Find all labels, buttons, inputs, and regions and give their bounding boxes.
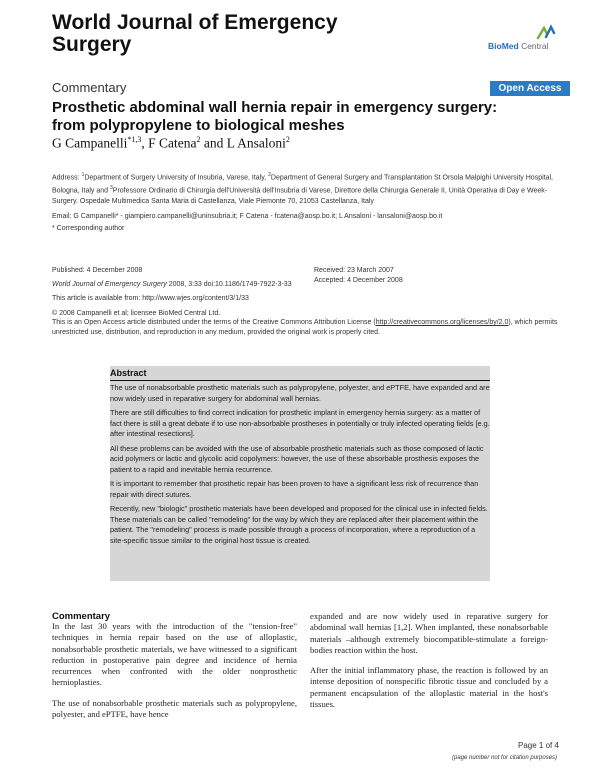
- article-title-line2: from polypropylene to biological meshes: [52, 116, 345, 134]
- copyright-notice: © 2008 Campanelli et al; licensee BioMed Central Ltd.: [52, 310, 221, 317]
- publisher-central: Central: [518, 41, 549, 51]
- body-paragraph: expanded and are now widely used in reparative surgery for abdominal wall hernias [1,2]. When implanted, these nonabsorbable materials –although extremely biocompatible-stimulate a foreign-bodies reaction within the host.: [310, 611, 548, 655]
- author-name[interactable]: G Campanelli: [52, 135, 128, 151]
- author-affiliation: *1,3: [127, 135, 142, 144]
- body-paragraph: After the initial inflammatory phase, the reaction is followed by an intense deposition of nonspecific fibrotic tissue and concluded by a permanent encapsulation of the alloplastic material in the host's tissues.: [310, 665, 548, 710]
- publisher-name: [488, 41, 548, 51]
- body-column-right: [310, 611, 548, 719]
- author-emails[interactable]: Email: G Campanelli* - giampiero.campanelli@uninsubria.it; F Catena - fcatena@aosp.bo.it; L Ansaloni - lansaloni@aosp.bo.it: [52, 213, 443, 220]
- page-number-note: (page number not for citation purposes): [452, 755, 558, 761]
- affiliation-marker: 3: [110, 185, 113, 192]
- citation-doi[interactable]: 2008, 3:33 doi:10.1186/1749-7922-3-33: [166, 281, 292, 288]
- author-affiliation: 2: [285, 135, 290, 144]
- affiliation-text: Department of Surgery University of Insubria, Varese, Italy,: [84, 174, 269, 182]
- abstract-paragraph: All these problems can be avoided with the use of absorbable prosthetic materials such as those composed of lactic acid polymers or lactic and glycolic acid copolymers: however, the use of these absorbable prosthesis exposes the patient to a rapid and inevitable hernia recurrence.: [110, 443, 484, 474]
- affiliations: [52, 170, 572, 207]
- journal-title-line1: World Journal of Emergency: [52, 11, 338, 34]
- body-column-left: [52, 621, 297, 729]
- address-label: Address:: [52, 174, 82, 182]
- article-type: Commentary: [52, 80, 127, 95]
- corresponding-author-note: * Corresponding author: [52, 225, 125, 232]
- body-paragraph: The use of nonabsorbable prosthetic materials such as polypropylene, polyester, and ePTFE, have hence: [52, 697, 297, 720]
- author-separator: ,: [141, 135, 149, 151]
- affiliation-text: Professore Ordinario di Chirurgia dell'Università dell'Insubria di Varese, Direttore della Chirurgia Generale II, Unità Operativa di Day e Week-Surgery. Ospedale Multimedica Santa Maria di Castellanza, Viale Piemonte 70, 21053 Castellanza, Italy: [52, 187, 548, 205]
- body-paragraph: In the last 30 years with the introduction of the "tension-free" techniques in hernia repair based on the use of alloplastic, nonabsorbable prosthetic materials, we have witnessed to a significant reduction in postoperative pain degree and incidence of hernia recurrences when confronted with the older nonprosthetic hernioplasties.: [52, 621, 297, 688]
- article-url[interactable]: This article is available from: http://www.wjes.org/content/3/1/33: [52, 295, 249, 302]
- biomed-central-logo-icon: [536, 24, 556, 40]
- published-date: Published: 4 December 2008: [52, 267, 143, 274]
- abstract-paragraph: It is important to remember that prosthetic repair has been proven to have a significant less risk of recurrence than repair with direct sutures.: [110, 479, 479, 499]
- author-name[interactable]: F Catena: [148, 135, 197, 151]
- abstract-paragraph: The use of nonabsorbable prosthetic materials such as polypropylene, polyester, and ePTFE, have expanded and are now widely used in reparative surgery for abdominal wall hernias.: [110, 383, 490, 403]
- publisher-bio: Bio: [488, 41, 502, 51]
- affiliation-marker: 2: [268, 172, 271, 178]
- license-link[interactable]: http://creativecommons.org/licenses/by/2.0: [375, 319, 509, 326]
- journal-title: [52, 12, 382, 56]
- license-text: ), which permits unrestricted use, distribution, and reproduction in any medium, provided the original work is properly cited.: [52, 319, 558, 336]
- license-notice: [52, 318, 572, 338]
- author-name[interactable]: L Ansaloni: [226, 135, 286, 151]
- affiliation-marker: 1: [81, 172, 85, 178]
- article-title: [52, 99, 572, 134]
- section-heading: Commentary: [52, 611, 111, 622]
- affiliation-text: Department of General Surgery and Transplantation St Orsola Malpighi University Hospital, Bologna, Italy and: [52, 174, 553, 195]
- abstract-paragraph: There are still difficulties to find correct indication for prosthetic implant in emergency hernia surgery: as a matter of fact there is still a great debate if to use non-absorbable prostheses in potentially or truly infected operating fields [e.g. after intestinal resections].: [110, 408, 490, 438]
- publisher-med: Med: [501, 41, 519, 51]
- journal-title-line2: Surgery: [52, 33, 132, 56]
- author-list: [52, 135, 290, 152]
- page-number: Page 1 of 4: [518, 741, 559, 750]
- publisher-logo[interactable]: [488, 24, 568, 54]
- abstract-divider: [110, 380, 490, 381]
- abstract-heading: Abstract: [110, 368, 147, 378]
- citation: [52, 280, 292, 290]
- license-text: This is an Open Access article distributed under the terms of the Creative Commons Attribution License (: [52, 319, 376, 326]
- accepted-date: Accepted: 4 December 2008: [314, 277, 403, 284]
- author-separator: and: [200, 135, 227, 151]
- abstract-body: [110, 383, 490, 550]
- received-date: Received: 23 March 2007: [314, 267, 394, 274]
- open-access-badge: Open Access: [490, 81, 570, 96]
- citation-journal: World Journal of Emergency Surgery: [52, 281, 167, 288]
- author-affiliation: 2: [196, 135, 201, 144]
- article-title-line1: Prosthetic abdominal wall hernia repair in emergency surgery:: [52, 99, 498, 116]
- abstract-paragraph: Recently, new "biologic" prosthetic materials have been developed and proposed for the clinical use in infected fields. These materials can be called "remodeling" for the way by which they are replaced after their placement within the patient. The "remodeling" process is made possible through a process of incorporation, where a reproduction of a site-specific tissue similar to the original host tissue is created.: [110, 504, 488, 545]
